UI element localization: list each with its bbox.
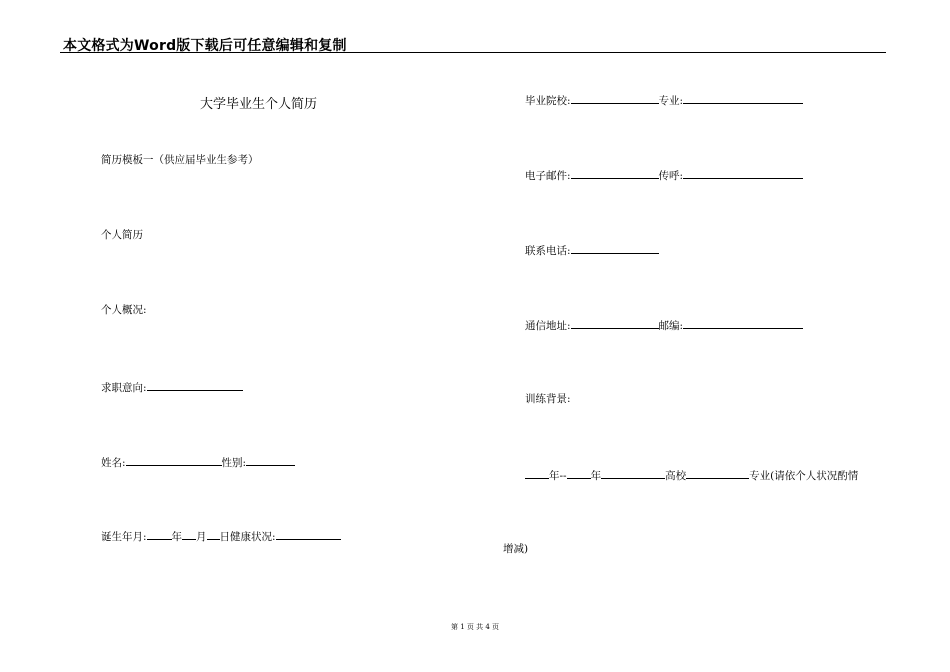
school-blank[interactable]	[571, 92, 659, 104]
day-unit: 日	[219, 531, 231, 543]
train-start-year-blank[interactable]	[525, 467, 549, 479]
health-label: 健康状况:	[230, 531, 276, 543]
page-footer: 第 1 页 共 4 页	[450, 623, 500, 631]
school-major-row	[525, 92, 803, 108]
page-header-title: 本文格式为Word版下载后可任意编辑和复制	[63, 38, 347, 54]
email-pager-row	[525, 167, 803, 183]
training-row	[525, 467, 858, 483]
train-major-note: 专业(请依个人状况酌情	[749, 470, 859, 482]
train-year-end: 年	[590, 470, 602, 482]
train-end-year-blank[interactable]	[567, 467, 591, 479]
train-major-blank[interactable]	[686, 467, 749, 479]
template-label: 简历模板一（供应届毕业生参考）	[101, 154, 259, 166]
postcode-label: 邮编:	[658, 320, 684, 332]
month-unit: 月	[196, 531, 207, 543]
birth-label: 诞生年月:	[101, 531, 147, 543]
birth-month-blank[interactable]	[182, 528, 196, 540]
train-school-blank[interactable]	[601, 467, 665, 479]
name-blank[interactable]	[126, 454, 222, 466]
major-blank[interactable]	[683, 92, 803, 104]
train-year-dash: 年--	[549, 470, 567, 482]
name-label: 姓名:	[101, 457, 126, 469]
gender-blank[interactable]	[246, 454, 295, 466]
job-intent-label: 求职意向:	[101, 382, 147, 394]
pager-blank[interactable]	[683, 167, 803, 179]
name-gender-row	[101, 454, 295, 470]
email-blank[interactable]	[571, 167, 659, 179]
job-intent-row	[101, 379, 243, 395]
birth-year-blank[interactable]	[147, 528, 172, 540]
school-label: 毕业院校:	[525, 95, 571, 107]
major-label: 专业:	[658, 95, 684, 107]
section-resume: 个人简历	[101, 229, 143, 241]
training-label: 训练背景:	[525, 393, 571, 405]
gender-label: 性别:	[221, 457, 247, 469]
phone-row	[525, 242, 659, 258]
year-unit: 年	[171, 531, 183, 543]
address-postcode-row	[525, 317, 803, 333]
address-label: 通信地址:	[525, 320, 571, 332]
health-blank[interactable]	[276, 528, 341, 540]
postcode-blank[interactable]	[683, 317, 803, 329]
document-title: 大学毕业生个人简历	[200, 97, 318, 112]
job-intent-blank[interactable]	[147, 379, 243, 391]
birth-day-blank[interactable]	[207, 528, 220, 540]
header-divider	[60, 52, 886, 53]
train-school-unit: 高校	[665, 470, 687, 482]
phone-label: 联系电话:	[525, 245, 571, 257]
section-overview: 个人概况:	[101, 304, 147, 316]
birth-health-row	[101, 528, 341, 544]
training-continuation: 增减)	[503, 543, 529, 555]
pager-label: 传呼:	[658, 170, 684, 182]
email-label: 电子邮件:	[525, 170, 571, 182]
address-blank[interactable]	[571, 317, 659, 329]
phone-blank[interactable]	[571, 242, 659, 254]
